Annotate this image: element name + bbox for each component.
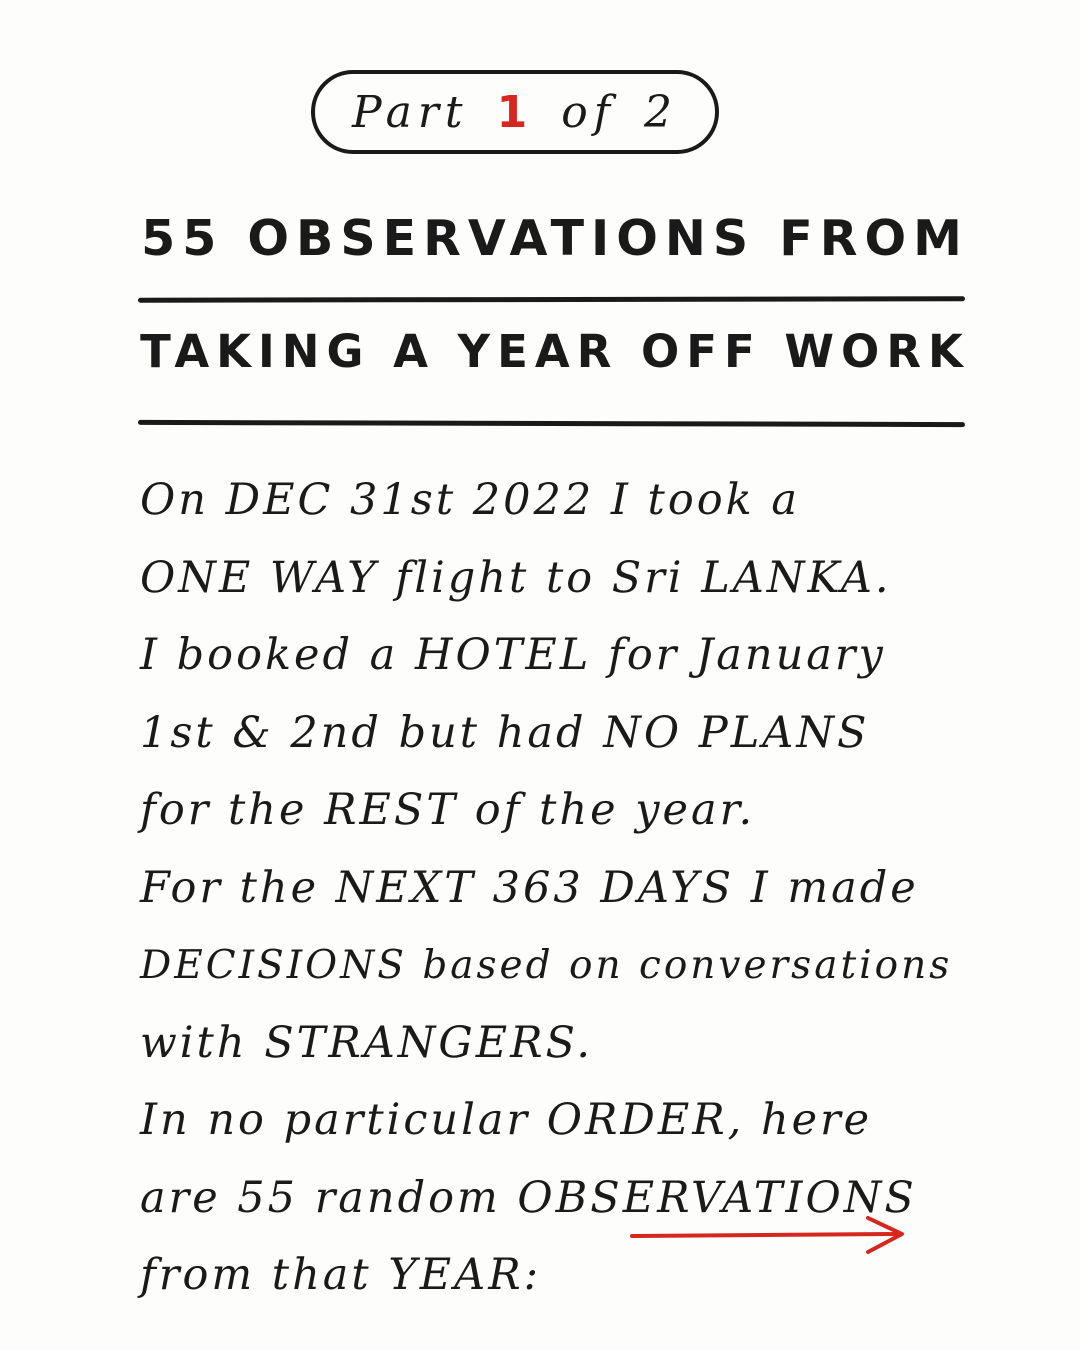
body-line: In no particular ORDER, here <box>140 1095 873 1145</box>
body-line: from that YEAR: <box>140 1250 542 1300</box>
body-line: 1st & 2nd but had NO PLANS <box>140 707 870 758</box>
title-line-2: TAKING A YEAR OFF WORK <box>140 325 970 378</box>
part-label: Part <box>352 86 469 138</box>
body-line: DECISIONS based on conversations <box>140 943 953 988</box>
part-total: 2 <box>643 86 678 138</box>
title-underline-1 <box>138 296 965 302</box>
body-line: I booked a HOTEL for January <box>140 630 886 680</box>
right-arrow-icon <box>630 1213 910 1257</box>
title-line-1: 55 OBSERVATIONS FROM <box>141 210 969 267</box>
title-underline-2 <box>138 420 965 427</box>
part-of-label: of <box>561 86 616 138</box>
part-number: 1 <box>496 86 534 138</box>
body-text <box>140 462 970 1315</box>
body-line: For the NEXT 363 DAYS I made <box>140 862 919 913</box>
body-line: are 55 random OBSERVATIONS <box>140 1172 917 1223</box>
body-line: with STRANGERS. <box>140 1017 594 1068</box>
body-line: On DEC 31st 2022 I took a <box>140 475 800 525</box>
part-indicator-pill <box>311 70 719 154</box>
body-line: for the REST of the year. <box>140 785 756 835</box>
body-line: ONE WAY flight to Sri LANKA. <box>140 552 892 603</box>
